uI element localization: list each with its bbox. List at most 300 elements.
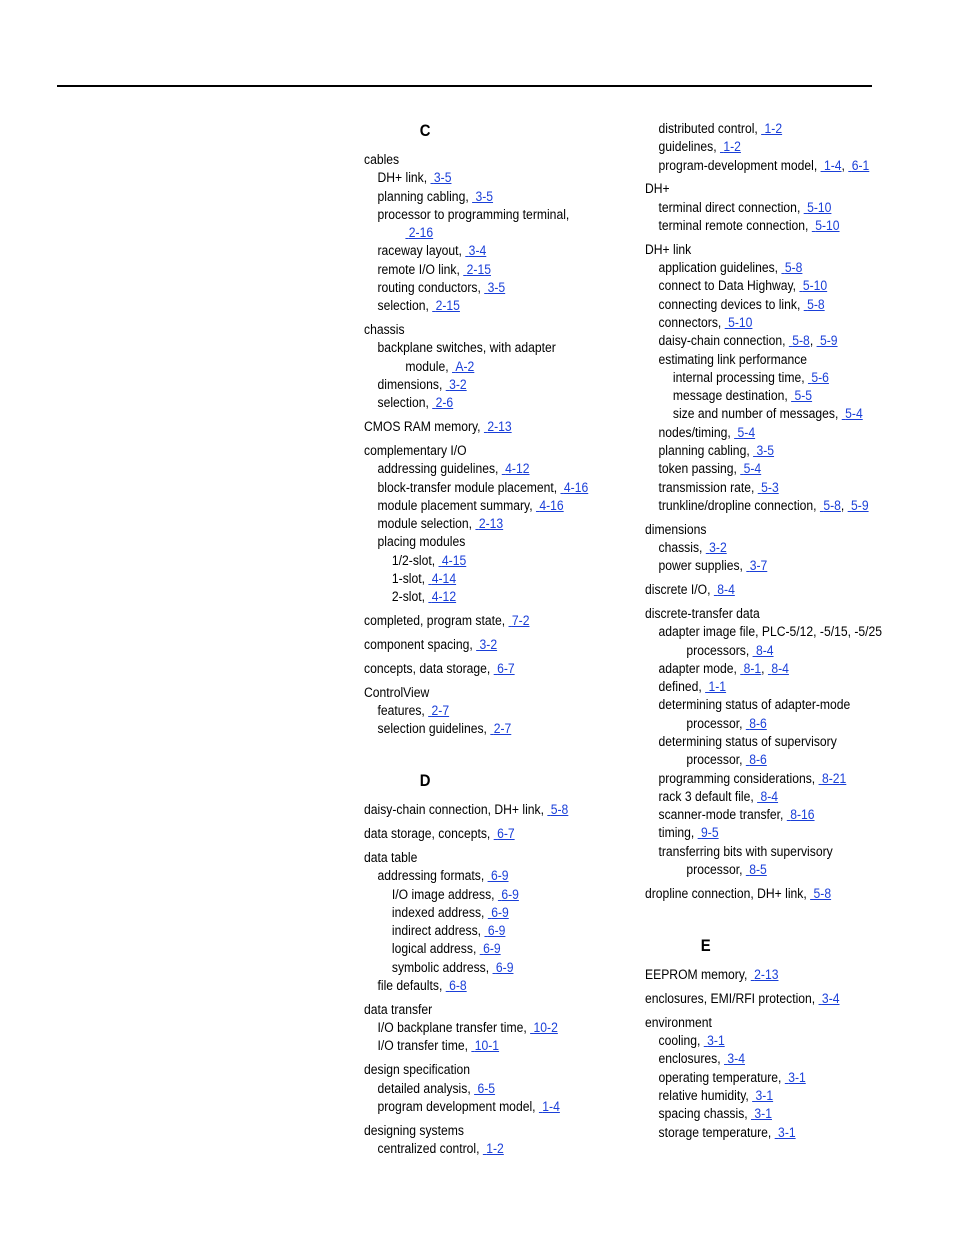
page-link[interactable]: 8-4 [771, 660, 789, 676]
page-link[interactable]: 2-7 [493, 721, 512, 737]
index-line [364, 479, 634, 497]
index-entry [364, 636, 634, 654]
index-entry [364, 321, 634, 412]
index-term: data storage, concepts, [364, 826, 494, 842]
index-term: indexed address, [391, 904, 488, 920]
index-entry [645, 581, 915, 599]
index-term: adapter mode, [658, 660, 741, 676]
index-line [645, 696, 915, 714]
index-term: 1/2-slot, [391, 552, 439, 568]
index-line [645, 157, 915, 175]
index-line [645, 660, 915, 678]
index-term: complementary I/O [364, 442, 467, 458]
index-line [645, 314, 915, 332]
index-term: operating temperature, [658, 1069, 785, 1085]
index-line [645, 715, 915, 733]
index-term: application guidelines, [658, 260, 782, 276]
index-term: connecting devices to link, [658, 296, 804, 312]
index-line [645, 497, 915, 515]
index-line [645, 1050, 915, 1068]
page-link[interactable]: 5-4 [737, 424, 756, 440]
page-link[interactable]: 5-8 [792, 333, 810, 349]
index-line [364, 151, 634, 169]
index-term: selection, [377, 395, 433, 411]
index-line [645, 966, 915, 984]
index-line [364, 1122, 634, 1140]
page-link[interactable]: 3-4 [468, 243, 487, 259]
index-term: DH+ link, [377, 170, 431, 186]
index-line [645, 843, 915, 861]
page-link[interactable]: 6-7 [497, 660, 515, 676]
index-line [645, 751, 915, 769]
index-line [645, 521, 915, 539]
index-entry [645, 885, 915, 903]
index-term: I/O image address, [391, 886, 498, 902]
page-link[interactable]: 4-16 [563, 479, 589, 495]
index-line [645, 405, 915, 423]
index-term: logical address, [391, 941, 480, 957]
index-term: detailed analysis, [377, 1080, 475, 1096]
index-line [364, 224, 634, 242]
index-line [645, 770, 915, 788]
page-link[interactable]: 5-6 [811, 369, 829, 385]
index-line [364, 497, 634, 515]
index-term: programming considerations, [658, 770, 819, 786]
index-term: I/O transfer time, [377, 1038, 472, 1054]
page-link[interactable]: 9-5 [701, 825, 719, 841]
index-line [645, 138, 915, 156]
index-line [364, 261, 634, 279]
page-link[interactable]: 5-9 [851, 497, 869, 513]
page-link[interactable]: 5-3 [761, 479, 779, 495]
index-term: discrete-transfer data [645, 605, 760, 621]
index-term: spacing chassis, [658, 1106, 752, 1122]
index-term: chassis, [658, 540, 706, 556]
index-entry [364, 612, 634, 630]
index-entry [645, 966, 915, 984]
index-line [645, 120, 915, 138]
index-term: daisy-chain connection, DH+ link, [364, 802, 548, 818]
index-entry [645, 1014, 915, 1142]
page-link[interactable]: 6-7 [497, 826, 515, 842]
index-line [645, 460, 915, 478]
index-term: enclosures, [658, 1051, 725, 1067]
index-line [645, 557, 915, 575]
index-entry [364, 684, 634, 739]
index-term: processor, [686, 715, 746, 731]
page-link[interactable]: 3-5 [475, 188, 494, 204]
index-column-right [645, 120, 915, 1147]
index-term: defined, [658, 679, 706, 695]
page-link[interactable]: 3-1 [754, 1106, 772, 1122]
page-link[interactable]: 6-5 [477, 1080, 496, 1096]
page-link[interactable]: 3-1 [707, 1033, 725, 1049]
index-line [364, 977, 634, 995]
index-line [364, 515, 634, 533]
index-term: discrete I/O, [645, 582, 714, 598]
index-term: scanner-mode transfer, [658, 807, 787, 823]
page-link[interactable]: 3-1 [788, 1069, 806, 1085]
page-separator: , [841, 157, 849, 173]
index-line [364, 339, 634, 357]
index-term: module placement summary, [377, 497, 536, 513]
index-line [364, 358, 634, 376]
index-entry [645, 180, 915, 235]
index-term: chassis [364, 322, 405, 338]
page-link[interactable]: 8-4 [717, 582, 735, 598]
index-line [645, 1124, 915, 1142]
index-term: processor to programming terminal, [377, 206, 570, 222]
page-link[interactable]: 3-5 [756, 443, 775, 459]
index-term: completed, program state, [364, 613, 509, 629]
index-entry [364, 1122, 634, 1159]
index-term: terminal direct connection, [658, 199, 804, 215]
index-column-left [364, 120, 634, 1164]
index-line [364, 570, 634, 588]
index-term: cables [364, 152, 400, 167]
page-link[interactable]: 6-9 [501, 886, 519, 902]
index-entry [364, 1001, 634, 1056]
index-term: size and number of messages, [672, 406, 842, 422]
index-term: 1-slot, [391, 571, 429, 587]
index-line [364, 702, 634, 720]
index-term: processors, [686, 642, 753, 658]
index-term: adapter image file, PLC-5/12, -5/15, -5/25 [658, 624, 883, 640]
page-link[interactable]: 4-16 [539, 497, 564, 513]
page-link[interactable]: 5-8 [550, 802, 569, 818]
index-line [364, 849, 634, 867]
index-term: determining status of adapter-mode [658, 697, 851, 713]
index-term: message destination, [672, 388, 792, 404]
page-link[interactable]: 2-16 [408, 225, 434, 241]
index-term: routing conductors, [377, 280, 485, 296]
index-line [645, 332, 915, 350]
index-line [364, 1080, 634, 1098]
index-term: processor, [686, 752, 746, 768]
index-entry [364, 801, 634, 819]
index-line [645, 424, 915, 442]
index-entry [645, 605, 915, 879]
page-link[interactable]: 8-4 [755, 642, 774, 658]
index-line [364, 1061, 634, 1079]
index-line [645, 217, 915, 235]
index-line [364, 1140, 634, 1158]
index-term: remote I/O link, [377, 261, 464, 277]
index-line [645, 296, 915, 314]
index-term: module selection, [377, 516, 476, 532]
index-term: dimensions [645, 521, 707, 537]
page-link[interactable]: 2-15 [466, 261, 491, 277]
page-separator: , [761, 660, 768, 676]
index-term: cooling, [658, 1033, 704, 1049]
index-term: symbolic address, [391, 959, 493, 975]
index-entry [364, 1061, 634, 1116]
index-entry [364, 442, 634, 607]
index-term: token passing, [658, 461, 741, 477]
page-link[interactable]: 5-9 [819, 333, 838, 349]
index-line [364, 684, 634, 702]
index-term: determining status of supervisory [658, 734, 837, 749]
index-term: distributed control, [658, 121, 762, 136]
index-line [364, 394, 634, 412]
page-link[interactable]: 4-12 [505, 461, 530, 477]
page-link[interactable]: 3-2 [709, 540, 727, 556]
page-link[interactable]: 5-10 [802, 278, 828, 294]
index-term: CMOS RAM memory, [364, 419, 484, 435]
index-term: dimensions, [377, 377, 446, 393]
index-line [364, 533, 634, 551]
page-link[interactable]: 5-10 [728, 314, 753, 330]
index-line [645, 642, 915, 660]
page-link[interactable]: 5-8 [813, 885, 832, 901]
index-term: block-transfer module placement, [377, 479, 561, 495]
index-term: designing systems [364, 1122, 464, 1138]
header-rule [57, 85, 872, 87]
page-link[interactable]: 3-2 [479, 636, 498, 652]
index-term: nodes/timing, [658, 424, 735, 440]
index-line [645, 259, 915, 277]
page-link[interactable]: 2-15 [435, 298, 460, 314]
section-letter: D [419, 772, 431, 791]
index-line [364, 376, 634, 394]
index-line [364, 552, 634, 570]
page-link[interactable]: 1-2 [486, 1140, 504, 1156]
index-line [364, 242, 634, 260]
page-link[interactable]: 5-10 [815, 217, 840, 233]
index-term: file defaults, [377, 978, 446, 994]
section-letter: E [700, 937, 711, 956]
index-line [645, 1069, 915, 1087]
index-line [364, 636, 634, 654]
index-entry [645, 990, 915, 1008]
index-line [364, 460, 634, 478]
index-line [645, 990, 915, 1008]
page-link[interactable]: 6-9 [483, 941, 501, 957]
index-term: I/O backplane transfer time, [377, 1020, 531, 1036]
index-line [645, 623, 915, 641]
page-link[interactable]: 3-1 [778, 1124, 796, 1140]
page-link[interactable]: 3-1 [755, 1087, 774, 1103]
page-link[interactable]: 5-8 [784, 260, 803, 276]
index-term: DH+ link [645, 241, 692, 257]
index-entry [645, 241, 915, 515]
index-term: raceway layout, [377, 243, 466, 259]
page-link[interactable]: 3-7 [749, 558, 768, 574]
page-link[interactable]: 4-12 [431, 589, 457, 605]
page-link[interactable]: 3-5 [487, 280, 506, 296]
page-link[interactable]: 8-5 [749, 862, 767, 878]
page-link[interactable]: 2-13 [478, 516, 504, 532]
index-line [645, 277, 915, 295]
page-link[interactable]: 5-4 [743, 461, 762, 477]
index-line [645, 442, 915, 460]
index-term: environment [645, 1014, 712, 1030]
index-line [364, 825, 634, 843]
page-link[interactable]: 6-9 [487, 923, 506, 939]
index-entry [364, 660, 634, 678]
page-link[interactable]: 1-2 [723, 139, 741, 155]
page-link[interactable]: 6-1 [851, 157, 870, 173]
index-line [364, 867, 634, 885]
index-term: power supplies, [658, 558, 747, 574]
index-term: timing, [658, 825, 698, 841]
index-term: planning cabling, [377, 188, 473, 204]
page-link[interactable]: 6-9 [495, 959, 514, 975]
index-term: ControlView [364, 684, 430, 700]
page-link[interactable]: 1-1 [708, 679, 727, 695]
page-link[interactable]: 1-2 [764, 121, 783, 136]
index-line [364, 279, 634, 297]
index-term: program-development model, [658, 157, 821, 173]
index-line [364, 886, 634, 904]
index-entry [364, 825, 634, 843]
page-link[interactable]: 2-13 [754, 967, 779, 983]
index-term: data table [364, 850, 418, 865]
page-link[interactable]: 5-5 [794, 388, 813, 404]
index-line [645, 387, 915, 405]
index-term: daisy-chain connection, [658, 333, 789, 349]
index-term: selection, [377, 298, 433, 314]
index-line [645, 788, 915, 806]
index-line [364, 297, 634, 315]
index-entry [364, 151, 634, 316]
index-line [364, 940, 634, 958]
index-line [645, 806, 915, 824]
index-line [645, 678, 915, 696]
index-term: estimating link performance [658, 351, 808, 367]
index-term: program development model, [377, 1098, 539, 1114]
index-term: connectors, [658, 314, 725, 330]
index-line [645, 861, 915, 879]
index-line [364, 959, 634, 977]
page-link[interactable]: 2-7 [431, 702, 450, 718]
page-link[interactable]: 5-8 [823, 497, 841, 513]
page-link[interactable]: 8-6 [749, 752, 767, 768]
index-line [645, 581, 915, 599]
index-entry [645, 521, 915, 576]
index-line [364, 801, 634, 819]
page-link[interactable]: 4-14 [431, 571, 457, 587]
page-link[interactable]: 5-8 [807, 296, 825, 312]
page-link[interactable]: 2-13 [487, 419, 512, 435]
index-term: planning cabling, [658, 443, 754, 459]
page-link[interactable]: 6-9 [490, 868, 509, 884]
index-term: terminal remote connection, [658, 217, 812, 233]
index-term: concepts, data storage, [364, 660, 494, 676]
page-link[interactable]: 5-10 [807, 199, 832, 215]
index-line [364, 588, 634, 606]
page-link[interactable]: 8-6 [749, 715, 767, 731]
page-link[interactable]: 5-4 [845, 406, 863, 422]
index-line [645, 1014, 915, 1032]
page-link[interactable]: 4-15 [441, 552, 467, 568]
index-entry [364, 418, 634, 436]
page-link[interactable]: 6-9 [491, 904, 509, 920]
index-line [645, 733, 915, 751]
page-link[interactable]: 8-16 [790, 807, 815, 823]
index-line [364, 1001, 634, 1019]
page-link[interactable]: 3-4 [821, 990, 840, 1006]
page-link[interactable]: 8-4 [760, 788, 779, 804]
index-line [645, 605, 915, 623]
index-line [364, 720, 634, 738]
index-term: addressing formats, [377, 868, 488, 884]
index-entry [364, 849, 634, 995]
page-link[interactable]: 1-4 [823, 157, 842, 173]
index-term: dropline connection, DH+ link, [645, 885, 811, 901]
section-letter: C [419, 122, 431, 140]
page-link[interactable]: 10-1 [474, 1038, 500, 1054]
index-term: rack 3 default file, [658, 788, 758, 804]
index-term: transferring bits with supervisory [658, 843, 833, 859]
index-term: addressing guidelines, [377, 461, 502, 477]
index-line [645, 885, 915, 903]
index-line [364, 1037, 634, 1055]
index-term: 2-slot, [391, 589, 429, 605]
page-link[interactable]: 8-1 [743, 660, 762, 676]
index-term: module, [405, 358, 453, 374]
index-term: storage temperature, [658, 1124, 775, 1140]
page-link[interactable]: 10-2 [533, 1020, 558, 1036]
index-term: centralized control, [377, 1140, 483, 1156]
index-term: backplane switches, with adapter [377, 340, 556, 356]
index-line [364, 206, 634, 224]
index-term: indirect address, [391, 923, 485, 939]
page-separator: , [809, 333, 817, 349]
index-line [645, 1087, 915, 1105]
index-line [364, 612, 634, 630]
index-term: DH+ [645, 181, 670, 197]
index-term: features, [377, 702, 429, 718]
index-line [645, 1105, 915, 1123]
index-term: processor, [686, 862, 746, 878]
index-line [364, 904, 634, 922]
index-line [364, 169, 634, 187]
page-link[interactable]: 3-2 [449, 377, 467, 393]
page-link[interactable]: 1-4 [542, 1098, 560, 1114]
index-term: placing modules [377, 534, 466, 550]
index-line [364, 1098, 634, 1116]
index-line [645, 199, 915, 217]
page-link[interactable]: 2-6 [435, 395, 454, 411]
index-term: relative humidity, [658, 1087, 753, 1103]
index-term: component spacing, [364, 636, 477, 652]
index-line [645, 351, 915, 369]
index-line [645, 241, 915, 259]
page-link[interactable]: 7-2 [511, 613, 530, 629]
index-term: guidelines, [658, 139, 720, 155]
page-separator: , [840, 497, 848, 513]
index-term: transmission rate, [658, 479, 758, 495]
index-term: enclosures, EMI/RFI protection, [645, 990, 819, 1006]
page-link[interactable]: 3-5 [433, 170, 452, 186]
index-term: EEPROM memory, [645, 967, 751, 983]
page-link[interactable]: 6-8 [449, 978, 467, 994]
index-term: design specification [364, 1062, 471, 1078]
page-link[interactable]: 3-4 [727, 1051, 745, 1067]
index-term: internal processing time, [672, 369, 808, 385]
index-line [364, 660, 634, 678]
index-line [364, 418, 634, 436]
index-line [364, 1019, 634, 1037]
index-line [645, 180, 915, 198]
page-link[interactable]: A-2 [455, 358, 475, 374]
page-link[interactable]: 8-21 [821, 770, 847, 786]
index-line [645, 539, 915, 557]
index-line [364, 321, 634, 339]
index-term: selection guidelines, [377, 721, 491, 737]
index-line [645, 369, 915, 387]
